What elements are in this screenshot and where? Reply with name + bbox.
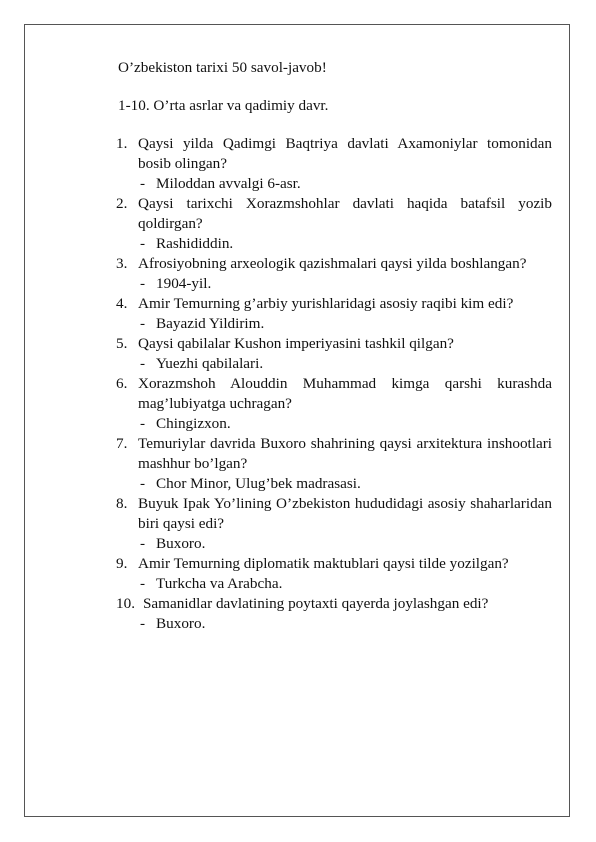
question-item — [118, 494, 552, 554]
question-number: 1. — [116, 135, 128, 152]
question-text: Amir Temurning diplomatik maktublari qaysi tilde yozilgan? — [138, 555, 509, 572]
question-text: Amir Temurning g’arbiy yurishlaridagi asosiy raqibi kim edi? — [138, 295, 514, 312]
answer-text: Chor Minor, Ulug’bek madrasasi. — [156, 475, 361, 492]
question-number: 8. — [116, 495, 128, 512]
answer-line — [138, 614, 552, 634]
answer-line — [138, 174, 552, 194]
question-number: 4. — [116, 295, 128, 312]
answer-dash: - — [140, 235, 146, 252]
answer-text: Turkcha va Arabcha. — [156, 575, 283, 592]
question-list — [118, 134, 552, 634]
answer-text: Chingizxon. — [156, 415, 231, 432]
answer-dash: - — [140, 355, 146, 372]
question-text: Qaysi tarixchi Xorazmshohlar davlati haqida batafsil yozib qoldirgan? — [138, 195, 552, 232]
question-number: 5. — [116, 335, 128, 352]
answer-dash: - — [140, 575, 146, 592]
answer-text: 1904-yil. — [156, 275, 212, 292]
answer-dash: - — [140, 175, 146, 192]
question-text: Xorazmshoh Alouddin Muhammad kimga qarshi kurashda mag’lubiyatga uchragan? — [138, 375, 552, 412]
answer-line — [138, 574, 552, 594]
answer-text: Rashididdin. — [156, 235, 234, 252]
answer-dash: - — [140, 315, 146, 332]
answer-line — [138, 234, 552, 254]
question-item — [118, 334, 552, 374]
question-item — [118, 194, 552, 254]
answer-text: Buxoro. — [156, 615, 206, 632]
answer-dash: - — [140, 535, 146, 552]
answer-line — [138, 534, 552, 554]
question-text: Qaysi yilda Qadimgi Baqtriya davlati Axamoniylar tomonidan bosib olingan? — [138, 135, 552, 172]
answer-dash: - — [140, 475, 146, 492]
document-title: O’zbekiston tarixi 50 savol-javob! — [118, 59, 327, 76]
question-number: 10. — [116, 595, 135, 612]
question-text: Samanidlar davlatining poytaxti qayerda joylashgan edi? — [142, 595, 489, 612]
answer-line — [138, 414, 552, 434]
question-item — [118, 594, 552, 634]
section-heading: 1-10. O’rta asrlar va qadimiy davr. — [118, 97, 329, 114]
question-number: 6. — [116, 375, 128, 392]
question-item — [118, 374, 552, 434]
question-item — [118, 134, 552, 194]
question-text: Buyuk Ipak Yo’lining O’zbekiston hududidagi asosiy shaharlaridan biri qaysi edi? — [138, 495, 552, 532]
document-body — [118, 58, 552, 634]
question-number: 9. — [116, 555, 128, 572]
question-number: 7. — [116, 435, 128, 452]
answer-line — [138, 354, 552, 374]
question-text: Temuriylar davrida Buxoro shahrining qaysi arxitektura inshootlari mashhur bo’lgan? — [138, 435, 552, 472]
answer-text: Yuezhi qabilalari. — [156, 355, 264, 372]
question-text: Qaysi qabilalar Kushon imperiyasini tashkil qilgan? — [138, 335, 454, 352]
question-item — [118, 294, 552, 334]
answer-line — [138, 314, 552, 334]
answer-dash: - — [140, 415, 146, 432]
question-item — [118, 254, 552, 294]
answer-text: Miloddan avvalgi 6-asr. — [156, 175, 301, 192]
answer-text: Buxoro. — [156, 535, 206, 552]
answer-dash: - — [140, 275, 146, 292]
question-number: 2. — [116, 195, 128, 212]
question-number: 3. — [116, 255, 128, 272]
question-item — [118, 554, 552, 594]
answer-line — [138, 274, 552, 294]
answer-line — [138, 474, 552, 494]
question-item — [118, 434, 552, 494]
question-text: Afrosiyobning arxeologik qazishmalari qaysi yilda boshlangan? — [138, 255, 527, 272]
answer-dash: - — [140, 615, 146, 632]
answer-text: Bayazid Yildirim. — [156, 315, 265, 332]
